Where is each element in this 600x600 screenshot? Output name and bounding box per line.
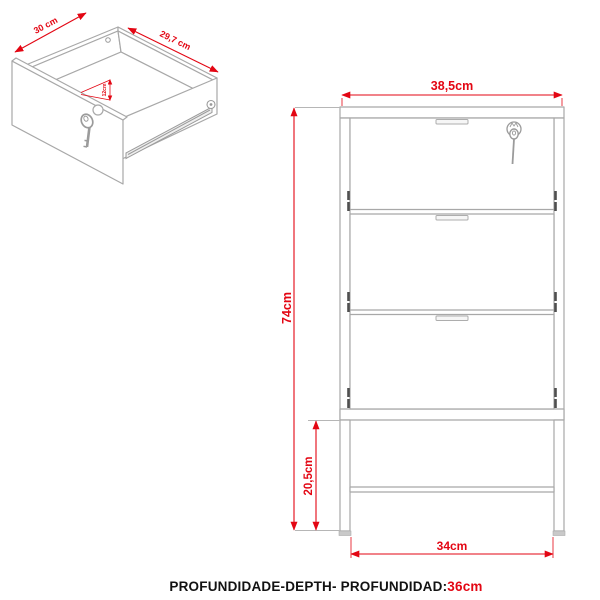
cabinet-right-leg: [554, 420, 564, 531]
cabinet-right-frame: [554, 118, 564, 420]
depth-caption: [0, 579, 600, 594]
cabinet-top-panel: [340, 107, 564, 118]
dim-drawer-width-label: 30 cm: [31, 14, 60, 36]
drawer-handle-notch-3: [436, 316, 468, 321]
depth-caption-value: 36cm: [447, 579, 483, 594]
cabinet-left-leg: [340, 420, 350, 531]
left-foot: [339, 531, 351, 536]
cabinet-front-view: [280, 79, 565, 558]
right-foot: [553, 531, 565, 536]
dim-cabinet-height-label: 74cm: [280, 292, 294, 324]
drawer-lock-icon: [93, 105, 103, 115]
dim-leg-height-label: 20,5cm: [303, 456, 315, 496]
drawer-front-2: [350, 214, 554, 310]
dim-drawer-height-label: 12cm: [102, 83, 108, 97]
dim-base-width-label: 34cm: [436, 539, 468, 553]
cabinet-bottom-rail: [340, 409, 564, 420]
dim-drawer-depth-label: 29,7 cm: [158, 28, 193, 53]
dim-base-width: [351, 537, 553, 558]
dim-leg-height: [303, 421, 340, 531]
drawer-handle-notch-2: [436, 216, 468, 221]
leg-crossbar: [350, 487, 554, 492]
isometric-drawer-view: [12, 13, 218, 184]
depth-caption-label: PROFUNDIDADE-DEPTH- PROFUNDIDAD:: [169, 579, 448, 594]
dim-cabinet-width-label: 38,5cm: [430, 79, 474, 93]
drawer-front-3: [350, 315, 554, 410]
drawer-handle-notch-1: [436, 120, 468, 125]
drawer-front-1: [350, 118, 554, 210]
dim-cabinet-width: [342, 79, 562, 106]
cabinet-left-frame: [340, 118, 350, 420]
